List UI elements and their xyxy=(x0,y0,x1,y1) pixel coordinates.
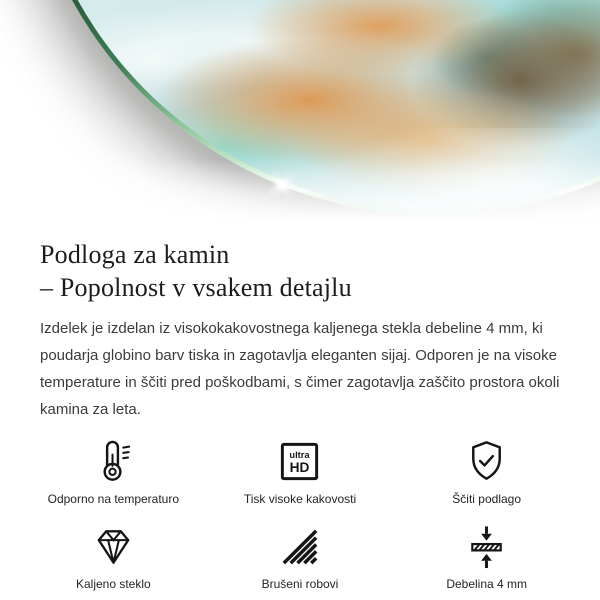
marble-artwork xyxy=(26,0,600,210)
feature-print-quality xyxy=(207,438,394,506)
thermometer-icon xyxy=(90,438,137,485)
product-photo xyxy=(0,0,600,232)
feature-label: Brušeni robovi xyxy=(261,577,339,591)
product-description-text: Izdelek je izdelan iz visokokakovostnega kaljenega stekla debeline 4 mm, ki poudarja globino barv tiska in zagotavlja eleganten sijaj. Odporen je na visoke temperature in ščiti pred poškodbami, s čimer zagotavlja zaščito prostora okoli kamina za leta. xyxy=(40,320,560,418)
feature-label: Debelina 4 mm xyxy=(446,577,528,591)
title-line-1: Podloga za kamin xyxy=(40,240,230,269)
ultra-hd-icon xyxy=(276,438,323,485)
feature-protection xyxy=(393,438,580,506)
feature-label: Kaljeno steklo xyxy=(75,577,151,591)
feature-brushed-edges xyxy=(207,523,394,591)
ultra-hd-icon-text-top: ultra xyxy=(289,450,311,461)
diamond-icon xyxy=(90,523,137,570)
feature-temperature xyxy=(20,438,207,506)
feature-tempered-glass xyxy=(20,523,207,591)
feature-label: Ščiti podlago xyxy=(452,492,522,506)
product-description-section xyxy=(0,238,600,423)
page-title xyxy=(40,238,560,304)
feature-thickness xyxy=(393,523,580,591)
feature-grid xyxy=(20,438,580,591)
title-line-2: – Popolnost v vsakem detajlu xyxy=(40,273,352,302)
ultra-hd-icon-text-bottom: HD xyxy=(290,459,310,475)
brushed-edges-icon xyxy=(276,523,323,570)
thickness-icon xyxy=(463,523,510,570)
shield-check-icon xyxy=(463,438,510,485)
feature-label: Odporno na temperaturo xyxy=(47,492,180,506)
feature-label: Tisk visoke kakovosti xyxy=(243,492,357,506)
glass-disc xyxy=(21,0,600,215)
